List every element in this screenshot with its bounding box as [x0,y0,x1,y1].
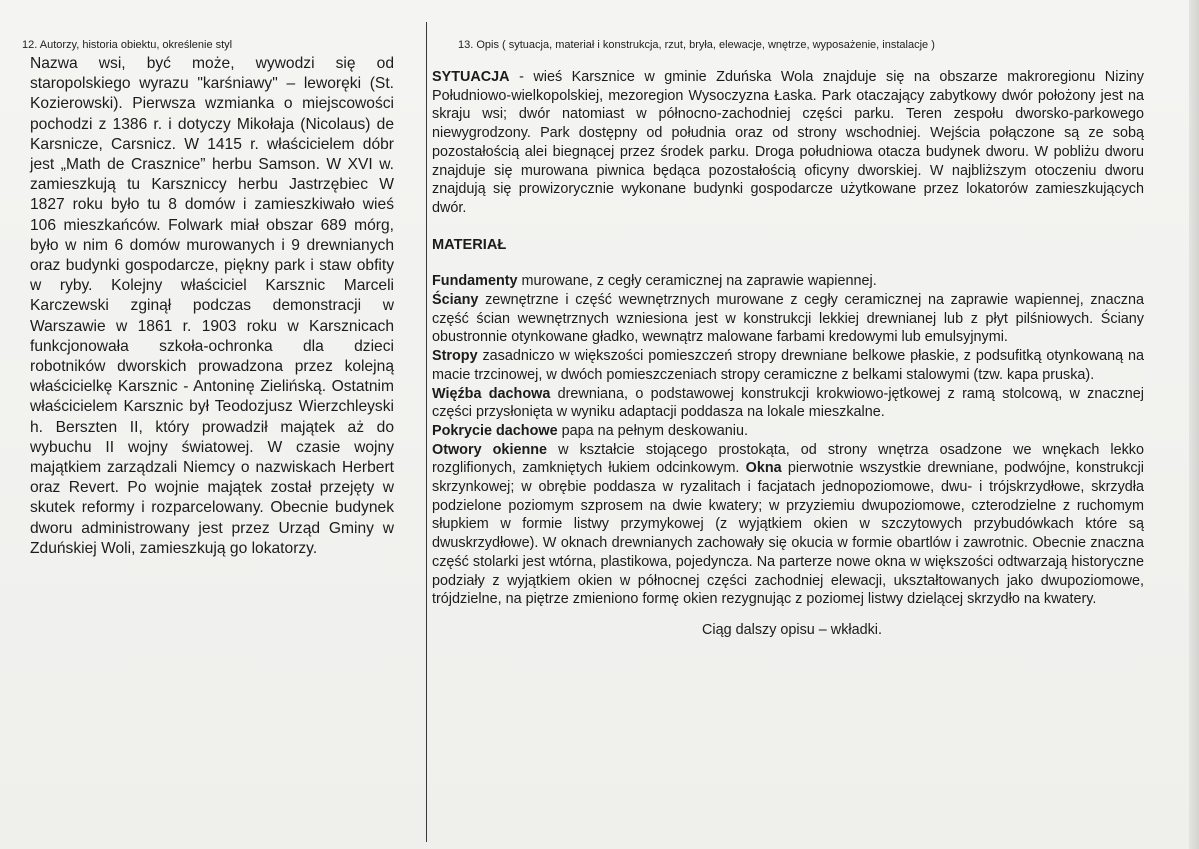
material-heading: MATERIAŁ [432,236,507,253]
okna-label: Okna [745,460,782,477]
section-12-header: 12. Autorzy, historia obiektu, określenie styl [22,39,233,51]
otwory-label: Otwory okienne [432,441,548,458]
pokrycie-text: papa na pełnym deskowaniu. [557,422,748,439]
wiezba-label: Więźba dachowa [432,385,551,402]
section-13-header: 13. Opis ( sytuacja, materiał i konstrukcja, rzut, bryła, elewacje, wnętrze, wyposażenie, instalacje ) [458,39,935,51]
sytuacja-label: SYTUACJA [432,69,510,85]
paper-edge-shadow [1189,0,1199,849]
fundamenty-label: Fundamenty [432,273,518,290]
sciany-text: zewnętrzne i część wewnętrznych murowane z cegły ceramicznej na zaprawie wapiennej, znaczna część ścian wewnętrznych wzniesiona jest w konstrukcji lekkiej drewnianej lub z płyt pilśniowych. Ściany obustronnie otynkowane gładko, wewnątrz malowane farbami kredowymi lub emulsyjnymi. [432,292,1144,346]
sciany-paragraph [432,291,1144,347]
fundamenty-text: murowane, z cegły ceramicznej na zaprawie wapiennej. [517,273,877,290]
left-column [22,38,394,559]
fundamenty-paragraph [432,272,1144,291]
sciany-label: Ściany [432,292,479,309]
wiezba-paragraph [432,385,1144,422]
stropy-paragraph [432,347,1144,384]
okna-text: pierwotnie wszystkie drewniane, podwójne, konstrukcji skrzynkowej; w obrębie poddasza w ryzalitach i facjatach jednopoziomowe, dwu- i trójskrzydłowe, skrzydła podzielone poziomym szprosem na dwie kwatery; w przyziemiu dwupoziomowe, czterodzielne z ruchomym słupkiem w formie listwy przymykowej (z wyjątkiem okien w szczytowych przybudówkach które są dwuskrzydłowe). W oknach drewnianych zachowały się okucia w formie obartlów i zawrotnic. Obecnie znaczna część stolarki jest wtórna, plastikowa, pojedyncza. Na parterze nowe okna w większości odtwarzają historyczne podziały z wyjątkiem okien w północnej części zachodniej elewacji, ukształtowanych jako dwupoziomowe, trójdzielne, na piętrze zmieniono formę okien rezygnując z poziomej listwy dzielącej skrzydło na kwatery. [432,460,1144,608]
stropy-text: zasadniczo w większości pomieszczeń stropy drewniane belkowe płaskie, z podsufitką otynkowaną na macie trzcinowej, w dwóch pomieszczeniach stropy ceramiczne z belkami stalowymi (tzw. kapa pruska). [432,348,1144,383]
right-column [432,38,1144,640]
otwory-text: w kształcie stojącego prostokąta, od strony wnętrza osadzone we wnękach lekko rozglifionych, zamkniętych łukiem odcinkowym. [432,441,1144,477]
history-text: Nazwa wsi, być może, wywodzi się od staropolskiego wyrazu "karśniawy" – leworęki (St. Kozierowski). Pierwsza wzmianka o miejscowości pochodzi z 1386 r. i dotyczy Mikołaja (Nicolaus) de Karsnicze, Carsnicz. W 1415 r. właścicielem dóbr jest „Math de Crasznice” herbu Samson. W XVI w. zamieszkują tu Karszniccy herbu Jastrzębiec W 1827 roku było tu 8 domów i zamieszkiwało wieś 106 mieszkańców. Folwark miał obszar 689 mórg, było w nim 6 domów murowanych i 9 drewnianych oraz budynki gospodarcze, piękny park i staw obfity w ryby. Kolejny właściciel Karsznic Marceli Karczewski zginął podczas demonstracji w Warszawie w 1861 r. 1903 roku w Karsznicach funkcjonowała szkoła-ochronka dla dzieci robotników dworskich prowadzona przez kolejną właścicielkę Karsznic - Antoninę Zielińską. Ostatnim właścicielem Karsznic był Teodozjusz Wierzchleyski h. Berszten II, który prowadził majątek aż do wybuchu II wojny światowej. W czasie wojny majątkiem zarządzali Niemcy o nazwiskach Herbert oraz Revert. Po wojnie majątek został przejęty w skutek reformy i rozparcelowany. Obecnie budynek dworu administrowany jest przez Urząd Gminy w Zduńskiej Woli, zamieszkują go lokatorzy. [30,55,394,557]
continuation-note: Ciąg dalszy opisu – wkładki. [702,621,882,638]
pokrycie-paragraph [432,422,1144,441]
sytuacja-paragraph [432,68,1144,218]
column-divider [426,22,427,842]
otwory-paragraph [432,441,1144,609]
pokrycie-label: Pokrycie dachowe [432,422,558,439]
stropy-label: Stropy [432,348,478,365]
sytuacja-text: - wieś Karsznice w gminie Zduńska Wola znajduje się na obszarze makroregionu Niziny Południowo-wielkopolskiej, mezoregion Wysoczyzna Łaska. Park otaczający zabytkowy dwór położony jest na skraju wsi; dwór natomiast w północno-zachodniej części parku. Teren zespołu dworsko-parkowego niewygrodzony. Park dostępny od południa oraz od strony wschodniej. Wejścia połączone są ze sobą pozostałością alei biegnącej przez środek parku. Droga południowa otacza budynek dworu. W pobliżu dworu znajduje się murowana piwnica będąca pozostałością oficyny dworskiej. W najbliższym otoczeniu dworu znajdują się prowizorycznie wykonane budynki gospodarcze użytkowane przez lokatorów zamieszkujących dwór. [432,69,1144,216]
wiezba-text: drewniana, o podstawowej konstrukcji krokwiowo-jętkowej z ramą stolcową, w znacznej części przysłonięta w wyniku adaptacji poddasza na lokale mieszkalne. [432,385,1144,421]
description-text [432,68,1144,609]
